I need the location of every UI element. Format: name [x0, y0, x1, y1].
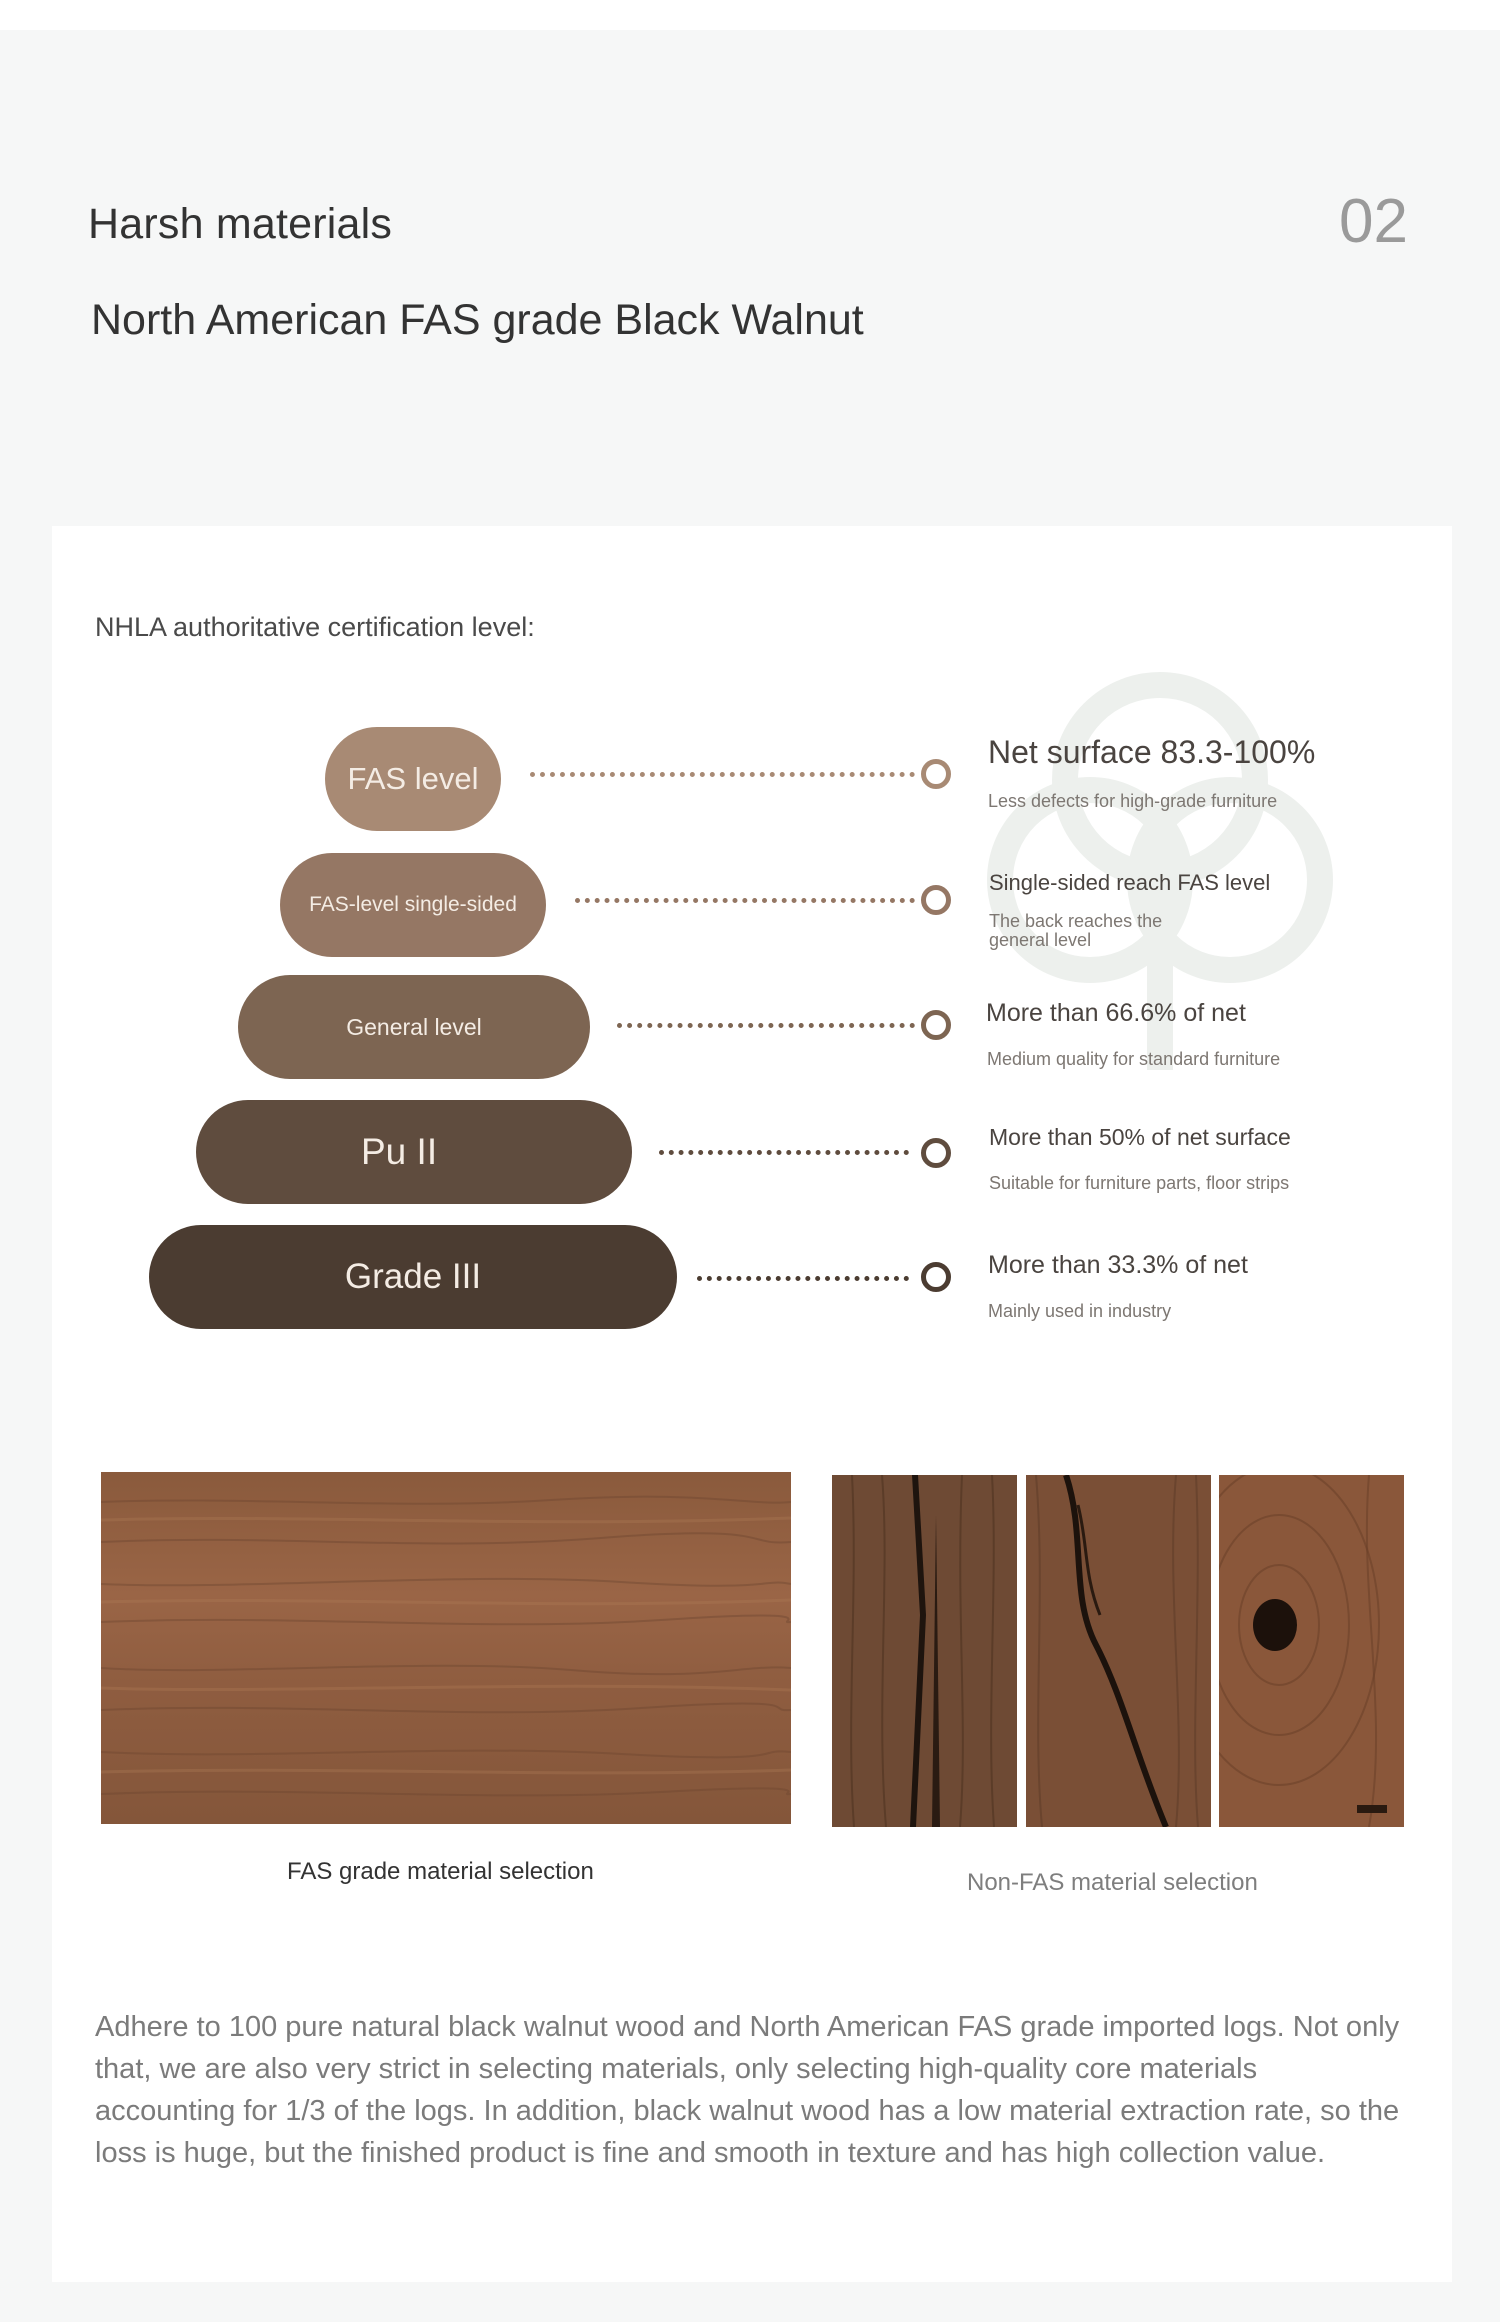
level-title: Single-sided reach FAS level [989, 870, 1271, 895]
section-title: Harsh materials [88, 200, 393, 248]
level-description: Less defects for high-grade furniture [988, 791, 1278, 811]
fas-material-caption: FAS grade material selection [287, 1858, 594, 1885]
level-description: Mainly used in industry [988, 1301, 1172, 1321]
level-label: Pu II [361, 1131, 438, 1172]
level-title: More than 66.6% of net [986, 999, 1246, 1027]
level-description: Suitable for furniture parts, floor strips [989, 1173, 1290, 1193]
level-connector-dots [575, 898, 915, 903]
level-connector-dots [659, 1150, 909, 1155]
level-pill-fas-single-sided [280, 853, 546, 957]
level-connector-dots [697, 1276, 909, 1281]
level-label: General level [346, 1013, 482, 1040]
section-subtitle: North American FAS grade Black Walnut [91, 296, 864, 344]
level-pill-fas [325, 727, 501, 831]
level-label: FAS-level single-sided [309, 893, 517, 916]
level-description: Medium quality for standard furniture [987, 1049, 1281, 1069]
level-marker-ring [921, 1138, 951, 1168]
fas-wood-photo [101, 1472, 791, 1824]
certification-heading: NHLA authoritative certification level: [95, 612, 535, 642]
description-paragraph: Adhere to 100 pure natural black walnut wood and North American FAS grade imported logs. Not only that, we are also very strict in selecting materials, only selecting high-quality core materials accounting for 1/3 of the logs. In addition, black walnut wood has a low material extraction rate, so the loss is huge, but the finished product is fine and smooth in texture and has high collection value. [95, 2011, 1400, 2169]
level-pill-pu-ii [196, 1100, 632, 1204]
level-marker-ring [921, 885, 951, 915]
level-pill-general [238, 975, 590, 1079]
level-title: More than 50% of net surface [989, 1124, 1291, 1150]
level-title: More than 33.3% of net [988, 1251, 1248, 1279]
non-fas-material-caption: Non-FAS material selection [967, 1869, 1258, 1896]
level-description: The back reaches the general level [989, 911, 1163, 950]
level-connector-dots [617, 1023, 915, 1028]
non-fas-crack-photo [832, 1475, 1017, 1827]
level-label: FAS level [347, 761, 479, 796]
level-title: Net surface 83.3-100% [988, 734, 1316, 770]
section-number: 02 [1339, 187, 1408, 256]
level-connector-dots [530, 772, 915, 777]
level-marker-ring [921, 1010, 951, 1040]
level-marker-ring [921, 759, 951, 789]
level-marker-ring [921, 1262, 951, 1292]
level-pill-grade-iii [149, 1225, 677, 1329]
non-fas-split-photo [1026, 1475, 1211, 1827]
non-fas-knot-photo [1219, 1475, 1404, 1827]
level-label: Grade III [344, 1257, 482, 1296]
